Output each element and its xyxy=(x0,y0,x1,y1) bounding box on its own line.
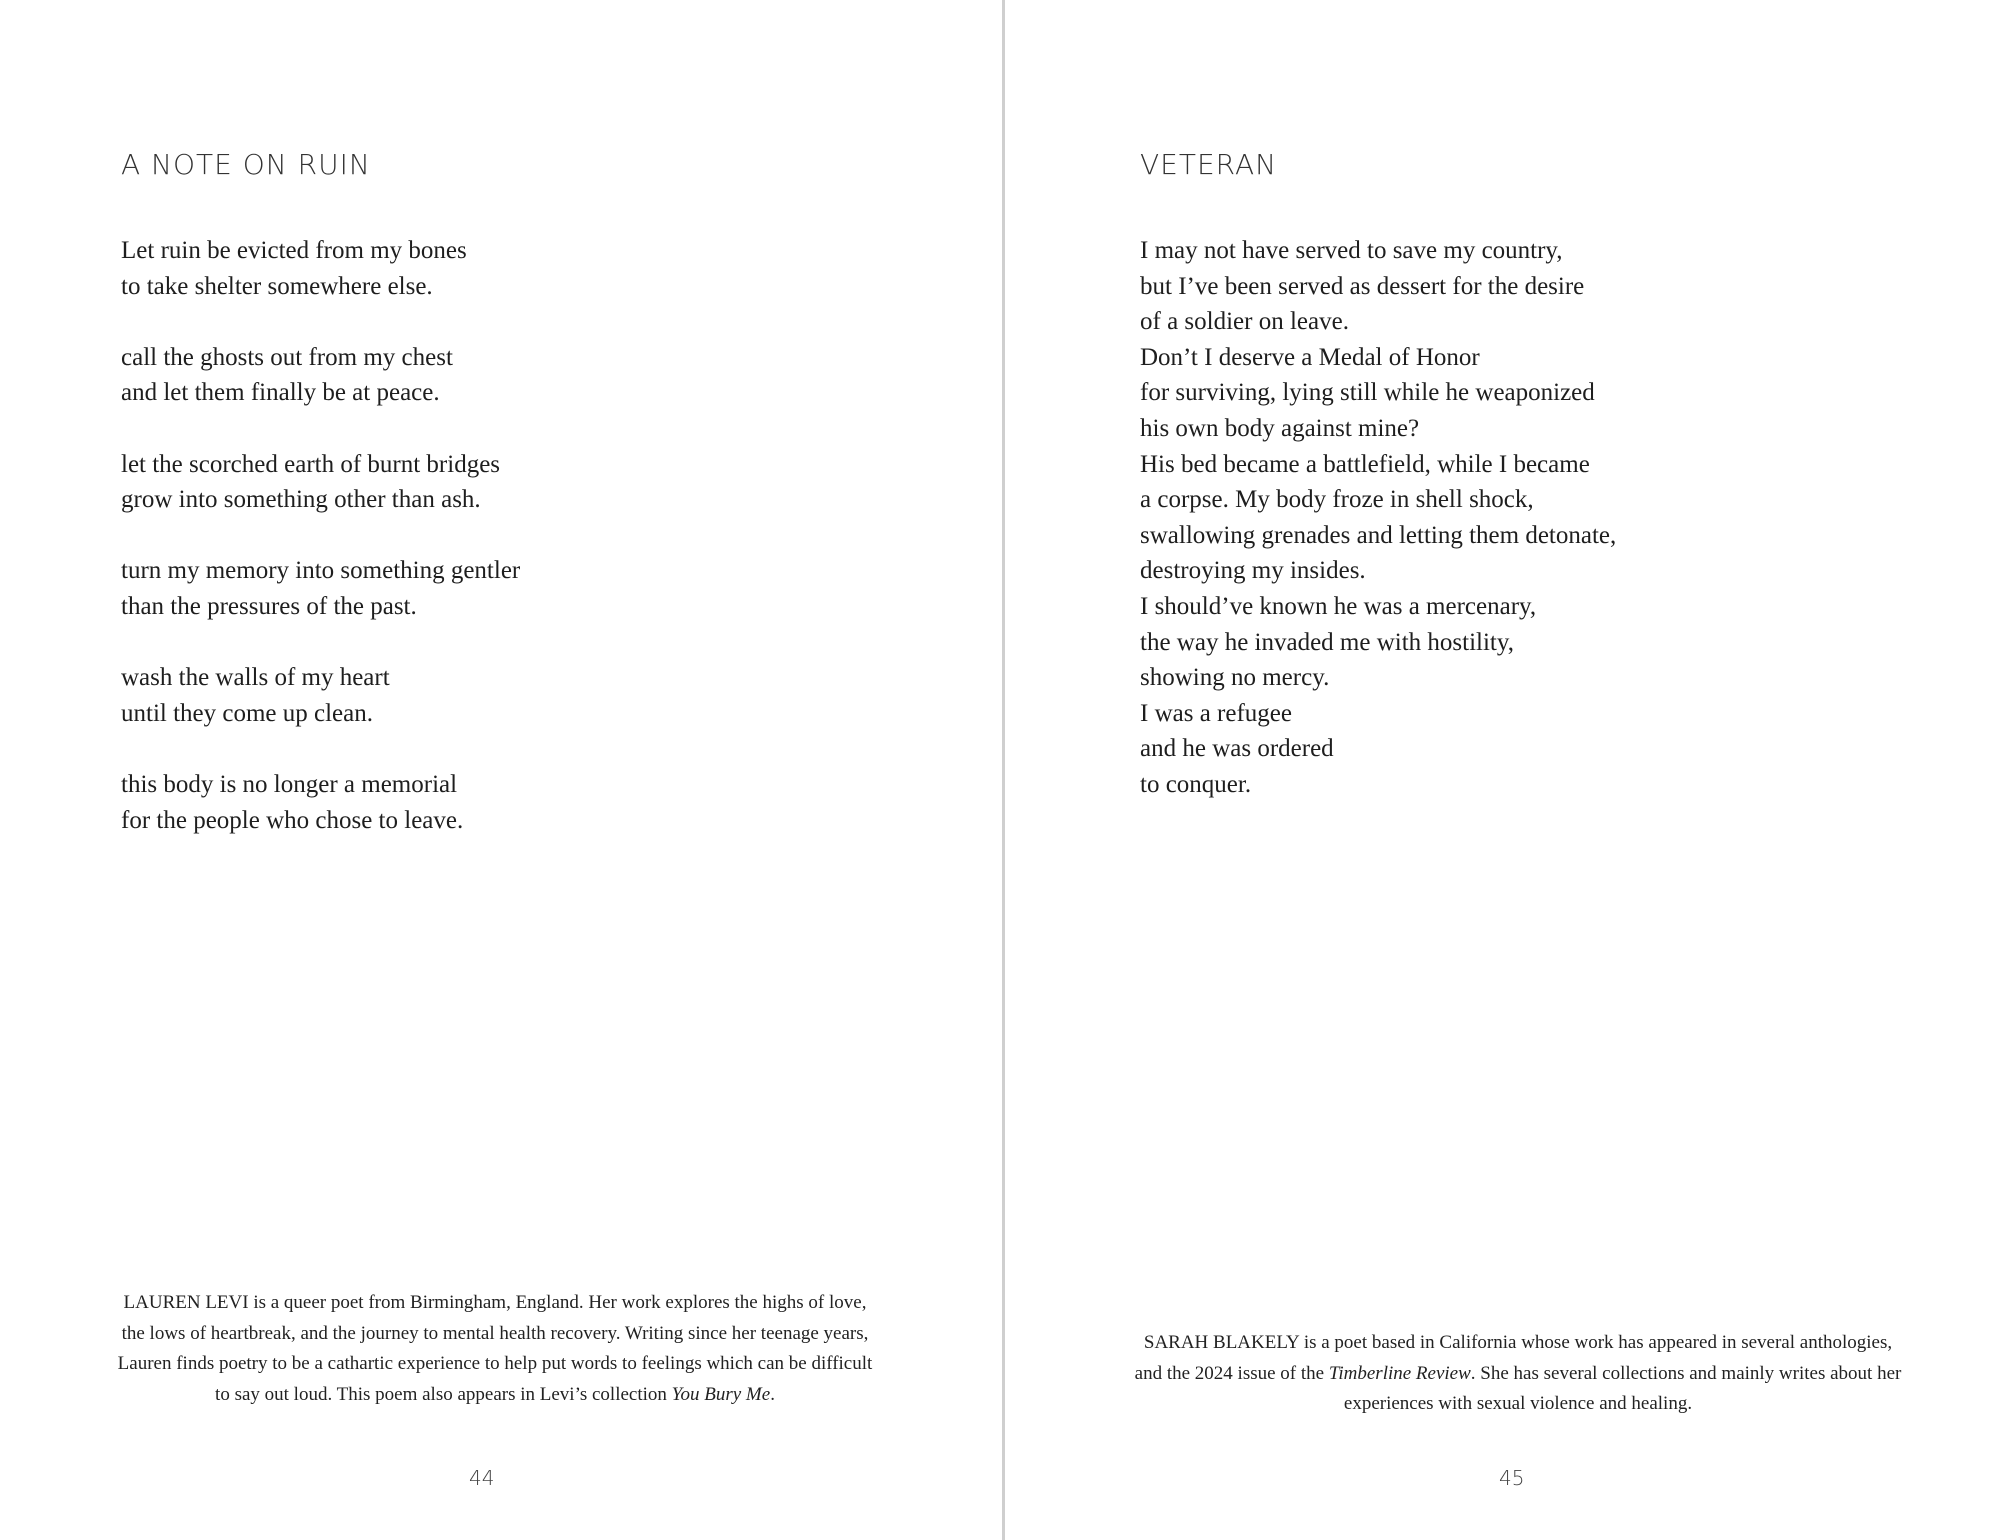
poem-line: Let ruin be evicted from my bones xyxy=(121,237,467,264)
poem-body xyxy=(1140,233,1616,803)
bio-text: LAUREN LEVI is a queer poet from Birmingham, England. Her work explores the highs of love, the lows of heartbreak, and the journey to mental health recovery. Writing since her teenage years, Lauren finds poetry to be a cathartic experience to help put words to feelings which can be difficult to say out loud. This poem also appears in Levi’s collection xyxy=(117,1292,873,1405)
poem-line: of a soldier on leave. xyxy=(1140,308,1349,336)
poem-line: showing no mercy. xyxy=(1140,664,1330,692)
poem-line: for surviving, lying still while he weaponized xyxy=(1140,379,1595,407)
book-title: You Bury Me xyxy=(671,1383,771,1405)
poem-line: the way he invaded me with hostility, xyxy=(1140,628,1514,656)
stanza xyxy=(121,660,520,731)
stanza xyxy=(121,233,520,304)
right-page xyxy=(1005,0,2000,1540)
poem-line: his own body against mine? xyxy=(1140,414,1420,442)
poem-line: destroying my insides. xyxy=(1140,557,1366,585)
page-number: 44 xyxy=(469,1466,495,1490)
poem-line: Don’t I deserve a Medal of Honor xyxy=(1140,343,1480,371)
poem-line: this body is no longer a memorial xyxy=(121,770,458,798)
poem-line: to take shelter somewhere else. xyxy=(121,272,433,300)
bio-text-end: . xyxy=(770,1383,775,1405)
poem-line: turn my memory into something gentler xyxy=(121,557,521,585)
poem-line: and let them finally be at peace. xyxy=(121,379,440,407)
page-number: 45 xyxy=(1499,1466,1525,1490)
poem-line: His bed became a battlefield, while I became xyxy=(1140,450,1590,478)
poem-line: grow into something other than ash. xyxy=(121,486,481,514)
poem-line: than the pressures of the past. xyxy=(121,592,417,620)
poem-title: VETERAN xyxy=(1140,148,1278,181)
poem-line: I should’ve known he was a mercenary, xyxy=(1140,592,1537,620)
stanza xyxy=(121,553,520,624)
poem-line: until they come up clean. xyxy=(121,699,374,727)
bio-text-end: . She has several collections and mainly writes about her experiences with sexual violence and healing. xyxy=(1343,1362,1902,1414)
bio-text: SARAH BLAKELY is a poet based in California whose work has appeared in several anthologies, and the 2024 issue of the xyxy=(1134,1332,1893,1384)
poem-line: wash the walls of my heart xyxy=(121,664,390,692)
poem-line: swallowing grenades and letting them detonate, xyxy=(1140,521,1617,549)
journal-title: Timberline Review xyxy=(1328,1362,1471,1384)
poem-line: and he was ordered xyxy=(1140,735,1334,763)
poem-line: let the scorched earth of burnt bridges xyxy=(121,450,501,478)
poem-title: A NOTE ON RUIN xyxy=(121,148,371,181)
poem-line: for the people who chose to leave. xyxy=(121,806,464,834)
stanza xyxy=(121,447,520,518)
stanza xyxy=(121,340,520,411)
stanza xyxy=(121,767,520,838)
poem-line: to conquer. xyxy=(1140,770,1252,798)
poem-line: I may not have served to save my country, xyxy=(1140,237,1563,264)
poem-line: but I’ve been served as dessert for the desire xyxy=(1140,272,1585,300)
poem-line: I was a refugee xyxy=(1140,699,1292,727)
author-bio xyxy=(1133,1328,1903,1420)
poem-line: a corpse. My body froze in shell shock, xyxy=(1140,486,1534,514)
author-bio xyxy=(110,1288,880,1410)
poem-body xyxy=(121,233,520,838)
poem-line: call the ghosts out from my chest xyxy=(121,343,453,371)
